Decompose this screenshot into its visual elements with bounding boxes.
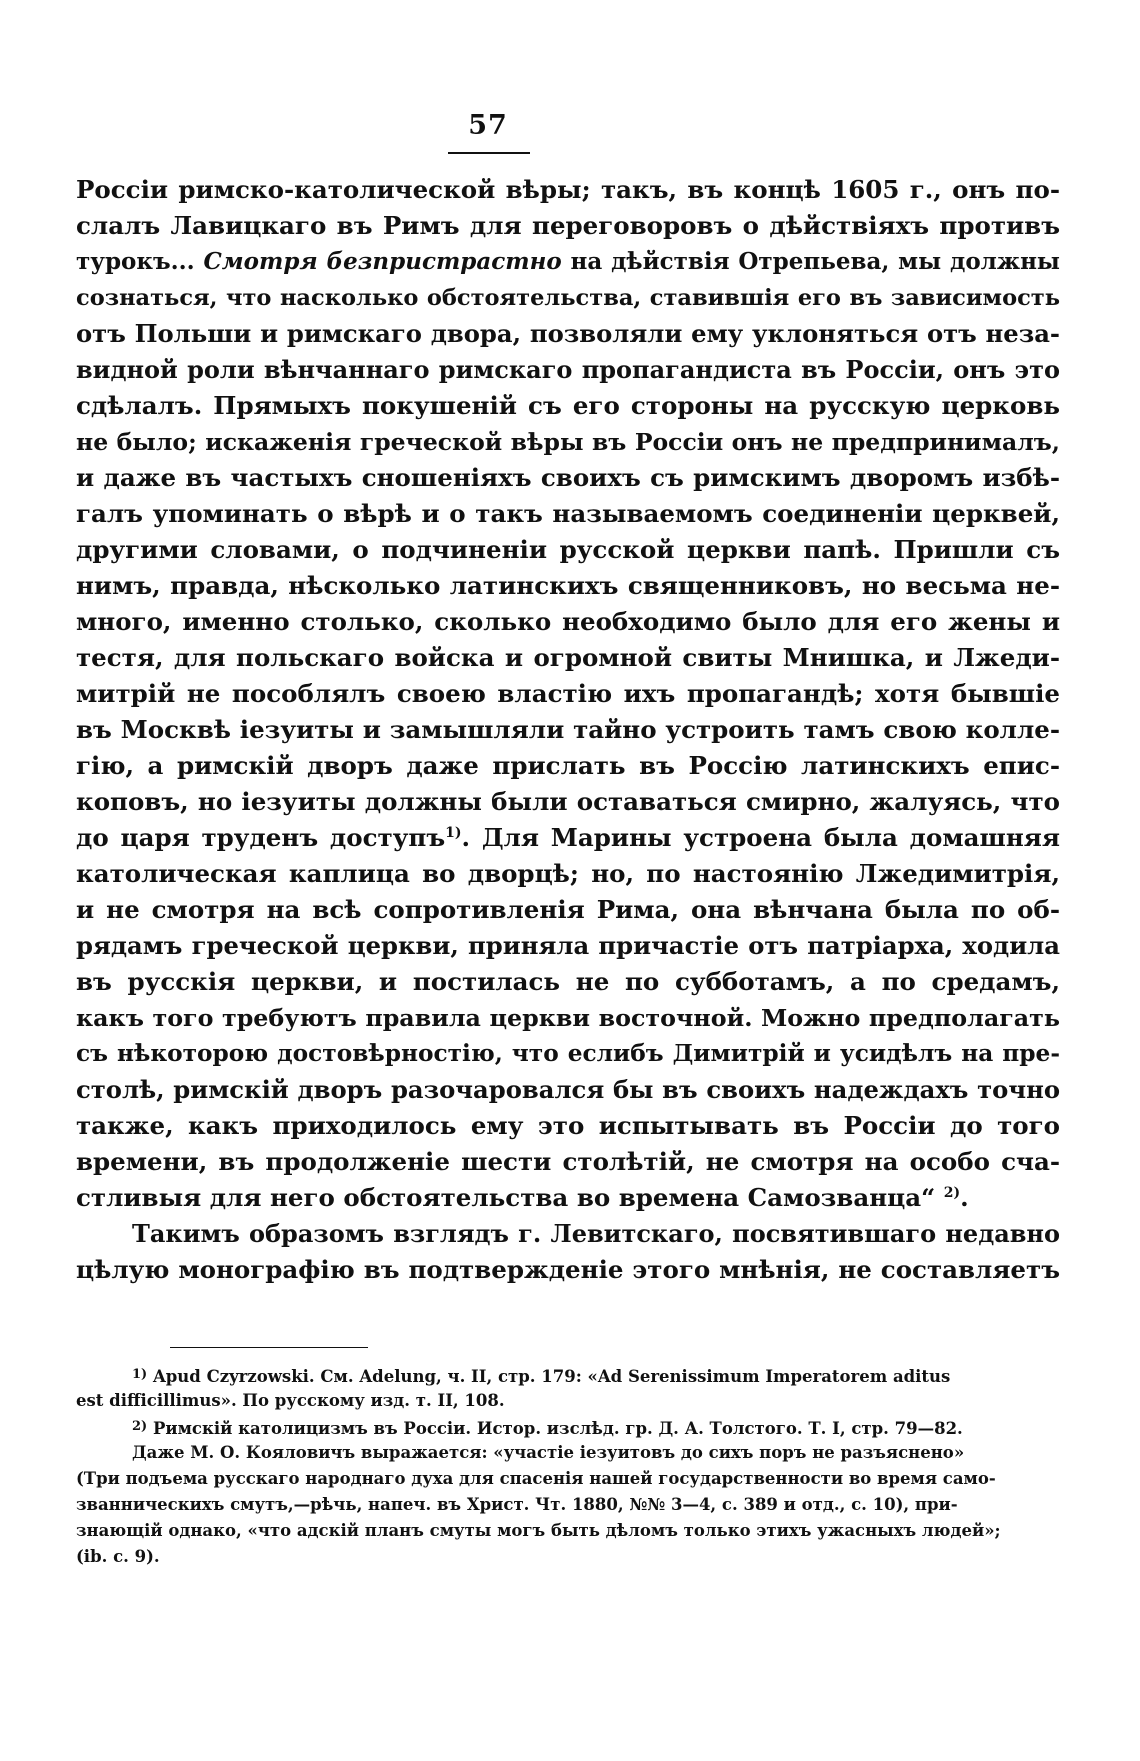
body-line: много, именно столько, сколько необходимо было для его жены и — [76, 607, 1060, 636]
body-line: рядамъ греческой церкви, приняла причастіе отъ патріарха, ходила — [76, 931, 1060, 960]
text-run: на дѣйствія Отрепьева, мы должны — [570, 248, 1060, 275]
paragraph-first-line: Такимъ образомъ взглядъ г. Левитскаго, посвятившаго недавно — [132, 1219, 1060, 1248]
body-line — [76, 1180, 1060, 1216]
footnote-text: Apud Czyrzowski. См. Adelung, ч. II, стр. 179: «Ad Serenissimum Imperatorem aditus — [152, 1367, 951, 1386]
body-line: сдѣлалъ. Прямыхъ покушеній съ его стороны на русскую церковь — [76, 391, 1060, 420]
text-run: турокъ... — [76, 248, 195, 275]
footnote-1 — [76, 1362, 1060, 1388]
footnote-line: знающій однако, «что адскій планъ смуты могъ быть дѣломъ только этихъ ужасныхъ людей»; — [76, 1521, 1001, 1540]
body-line: не было; искаженія греческой вѣры въ Россіи онъ не предпринималъ, — [76, 428, 1060, 456]
body-line: Россіи римско-католической вѣры; такъ, въ концѣ 1605 г., онъ по- — [76, 175, 1060, 204]
footnote-line: (Три подъема русскаго народнаго духа для спасенія нашей государственности во время само- — [76, 1469, 996, 1488]
body-line: другими словами, о подчиненіи русской церкви папѣ. Пришли съ — [76, 535, 1060, 564]
body-line: въ Москвѣ іезуиты и замышляли тайно устроить тамъ свою колле- — [76, 715, 1060, 744]
body-text — [76, 172, 1060, 1288]
body-line: видной роли вѣнчаннаго римскаго пропагандиста въ Россіи, онъ это — [76, 355, 1060, 384]
body-line: и даже въ частыхъ сношеніяхъ своихъ съ римскимъ дворомъ избѣ- — [76, 463, 1060, 492]
body-line — [76, 820, 1060, 856]
footnote-ref: 2) — [943, 1184, 961, 1201]
body-line: митрій не пособлялъ своею властію ихъ пропагандѣ; хотя бывшіе — [76, 679, 1060, 708]
body-line: слалъ Лавицкаго въ Римъ для переговоровъ о дѣйствіяхъ противъ — [76, 211, 1060, 240]
footnote-separator — [170, 1347, 368, 1348]
footnote-ref: 1) — [445, 824, 462, 841]
text-run: стливыя для него обстоятельства во времена Самозванца“ — [76, 1183, 936, 1212]
body-line: въ русскія церкви, и постилась не по субботамъ, а по средамъ, — [76, 967, 1060, 996]
text-run: . — [960, 1183, 969, 1212]
page-number-rule — [448, 152, 530, 154]
body-line: сознаться, что насколько обстоятельства, ставившія его въ зависимость — [76, 285, 1060, 311]
body-line: также, какъ приходилось ему это испытывать въ Россіи до того — [76, 1111, 1060, 1140]
italic-phrase: Смотря безпристрастно — [203, 248, 562, 275]
footnote-line: Даже М. О. Кояловичъ выражается: «участіе іезуитовъ до сихъ поръ не разъяснено» — [132, 1443, 965, 1462]
footnotes — [76, 1362, 1060, 1570]
footnote-line: званническихъ смутъ,—рѣчь, напеч. въ Христ. Чт. 1880, №№ 3—4, с. 389 и отд., с. 10), при- — [76, 1495, 958, 1514]
footnote-text: Римскій католицизмъ въ Россіи. Истор. изслѣд. гр. Д. А. Толстого. Т. I, стр. 79—82. — [152, 1419, 963, 1438]
body-line: времени, въ продолженіе шести столѣтій, не смотря на особо сча- — [76, 1147, 1060, 1176]
body-line: галъ упоминать о вѣрѣ и о такъ называемомъ соединеніи церквей, — [76, 499, 1060, 528]
body-line: отъ Польши и римскаго двора, позволяли ему уклоняться отъ неза- — [76, 319, 1060, 348]
body-line: цѣлую монографію въ подтвержденіе этого мнѣнія, не составляетъ — [76, 1255, 1060, 1284]
footnote-line: (ib. с. 9). — [76, 1547, 160, 1566]
body-line: съ нѣкоторою достовѣрностію, что еслибъ Димитрій и усидѣлъ на пре- — [76, 1040, 1060, 1067]
body-line: гію, а римскій дворъ даже прислать въ Россію латинскихъ епис- — [76, 751, 1060, 780]
body-line: коповъ, но іезуиты должны были оставаться смирно, жалуясь, что — [76, 787, 1060, 816]
page-number: 57 — [468, 110, 508, 141]
body-line: тестя, для польскаго войска и огромной свиты Мнишка, и Лжеди- — [76, 643, 1060, 672]
text-run: до царя труденъ доступъ — [76, 823, 446, 852]
body-line: католическая каплица во дворцѣ; но, по настоянію Лжедимитрія, — [76, 859, 1060, 888]
footnote-2 — [76, 1414, 1060, 1440]
body-line — [76, 244, 1060, 280]
footnote-marker: 2) — [132, 1419, 148, 1434]
body-line: столѣ, римскій дворъ разочаровался бы въ своихъ надеждахъ точно — [76, 1075, 1060, 1104]
footnote-marker: 1) — [132, 1367, 148, 1382]
footnote-line: est difficillimus». По русскому изд. т. II, 108. — [76, 1391, 505, 1410]
body-line: какъ того требуютъ правила церкви восточной. Можно предполагать — [76, 1004, 1060, 1032]
text-run: . Для Марины устроена была домашняя — [461, 823, 1060, 852]
body-line: нимъ, правда, нѣсколько латинскихъ священниковъ, но весьма не- — [76, 571, 1060, 600]
body-line: и не смотря на всѣ сопротивленія Рима, она вѣнчана была по об- — [76, 895, 1060, 924]
